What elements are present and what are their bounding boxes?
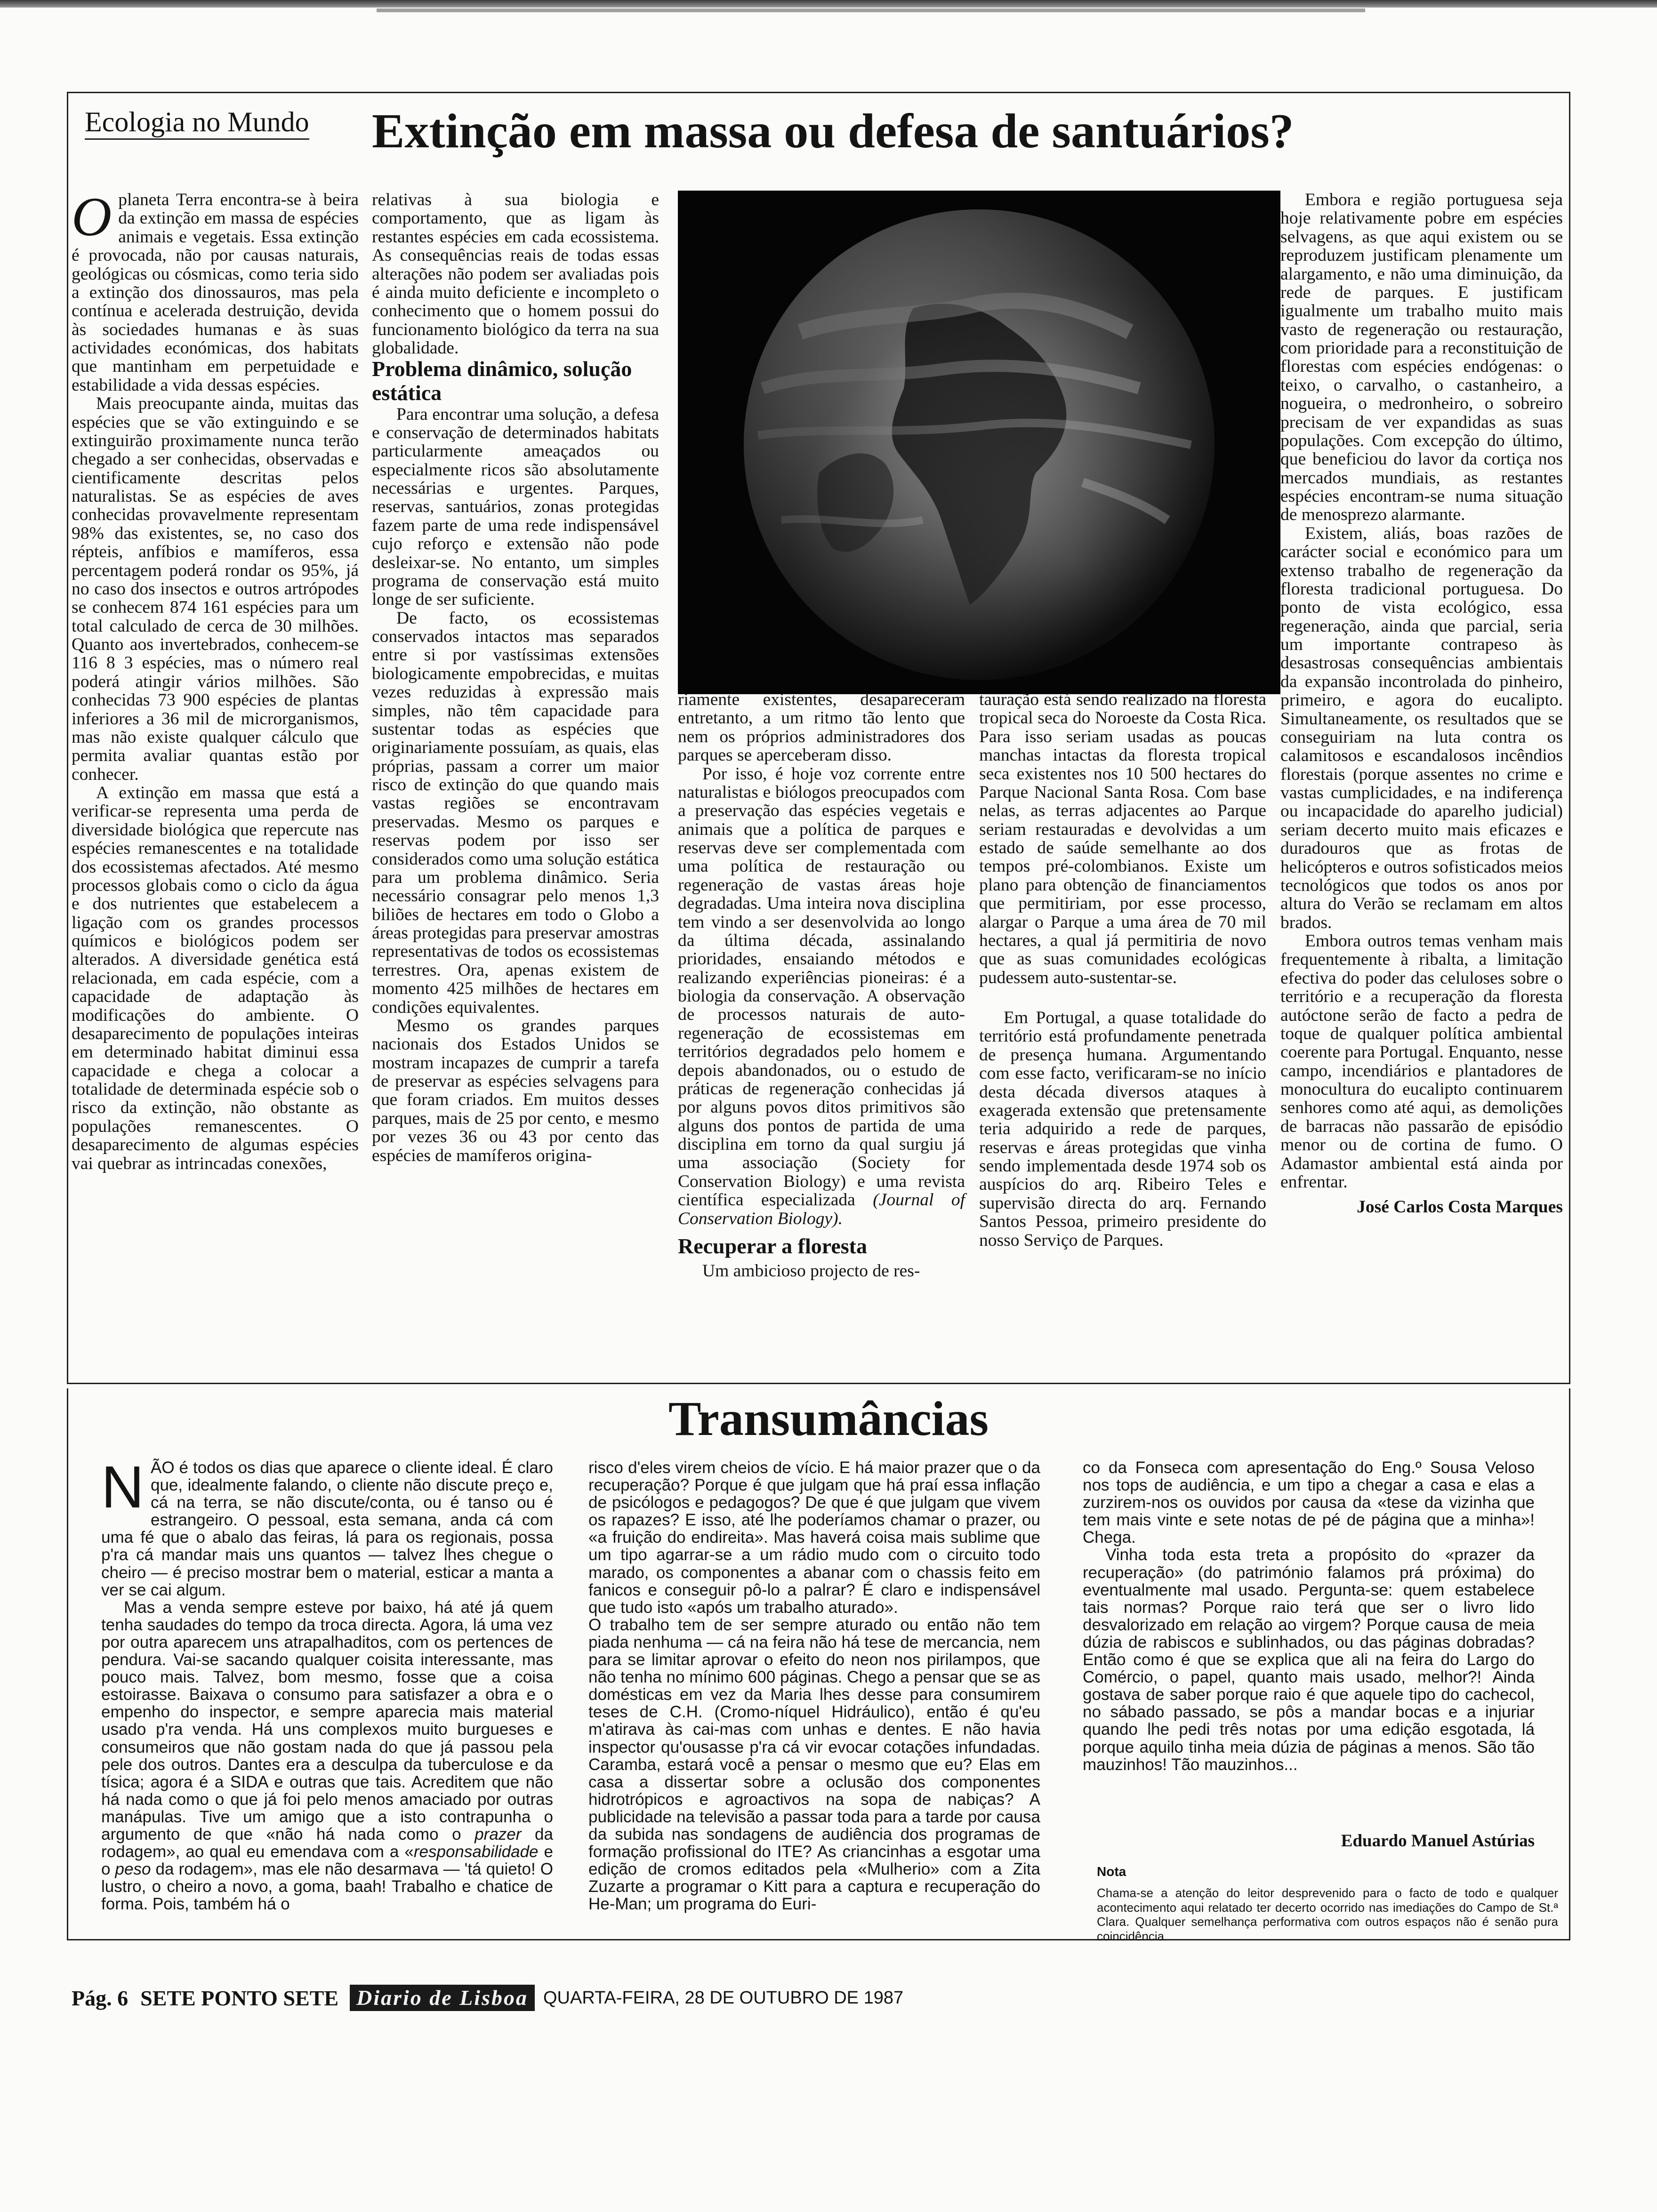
paragraph: co da Fonseca com apresentação do Eng.º Sousa Veloso nos tops de audiência, e um tipo a chegar a casa e elas a zurzirem-nos os ouvidos por causa da «tese da vizinha que tem mais vinte e sete notas de pé de página que a minha»! Chega.: [1083, 1459, 1535, 1547]
paragraph: Existem, aliás, boas razões de carácter social e económico para um extenso trabalho de regeneração da floresta tradicional portuguesa. Do ponto de vista ecológico, essa regeneração, ainda que parcial, seria um importante contrapeso às desastrosas consequências ambientais da expansão incontrolada do pinheiro, primeiro, e agora do eucalipto. Simultaneamente, os resultados que se conseguiriam na luta contra os calamitosos e escandalosos incêndios florestais (porque assentes no crime e vastas cumplicidades, e na indiferença ou incapacidade do aparelho judicial) seriam decerto muito mais eficazes e duradouros que as frotas de helicópteros e outros sofisticados meios tecnológicos que todos os anos por altura do Verão se reclamam em altos brados.: [1280, 523, 1563, 932]
section-name: SETE PONTO SETE: [140, 1986, 339, 2010]
paragraph: Em Portugal, a quase totalidade do território está profundamente penetrada de presença humana. Argumentando com esse facto, verificaram-se no início desta década diversos ataques à exagerada extensão que pretensamente teria adquirido a rede de parques, reservas e áreas protegidas que vinha sendo implementada desde 1974 sob os auspícios do arq. Ribeiro Teles e supervisão directa do arq. Fernando Santos Pessoa, primeiro presidente do nosso Serviço de Parques.: [979, 1008, 1266, 1250]
paragraph: O trabalho tem de ser sempre aturado ou então não tem piada nenhuma — cá na feira não há tese de mercancia, nem para se limitar aprovar o efeito do neon nos pirilampos, que não tenha no mínimo 600 páginas. Chego a pensar que se as domésticas em vez da Maria lhes desse para consumirem teses de C.H. (Cromo-níquel Hidráulico), então é qu'eu m'atirava às cai-mas com unhas e dentes. E não havia inspector qu'ousasse p'ra cá vir evocar cotações infundadas. Caramba, estará você a pensar o mesmo que eu? Elas em casa a dissertar sobre a oclusão dos componentes hidrotrópicos e agroactivos na sopa de nabiças? A publicidade na televisão a passar toda para a tarde por causa da subida nas sondagens de audiência dos programas de formação profissional do ITE? As criancinhas a esgotar uma edição de cromos editados pela «Mulherio» com a Zita Zuzarte a programar o Kitt para a captura e recuperação do He-Man; um programa do Euri-: [588, 1615, 1040, 1914]
section-kicker: Ecologia no Mundo: [85, 106, 309, 140]
article2-author: Eduardo Manuel Astúrias: [1341, 1831, 1535, 1851]
article1-column-4: [979, 690, 1266, 1250]
paragraph-text: Mas a venda sempre esteve por baixo, há até já quem tenha saudades do tempo da troca directa. Agora, lá uma vez por outra aparecem uns atrapalhaditos, com os pertences de pendura. Vai-se sacando qualquer coisita interessante, mas pouco mais. Talvez, bom mesmo, fosse que a coisa estoirasse. Baixava o consumo para satisfazer a obra e o empenho do inspector, e sempre aparecia mais material usado p'ra venda. Há uns complexos muito burgueses e consumeiros que não gostam nada do que já passou pela pele dos outros. Dantes era a desculpa da tuberculose e da tísica; agora é a SIDA e outras que tais. Acreditem que não há nada como o que já foi pelo menos amaciado por outras manápulas. Tive um amigo que a isto contrapunha o argumento de que «não há nada como o: [101, 1598, 553, 1843]
journal-title: (Journal of Conservation Biology).: [678, 1190, 965, 1228]
italic-word: responsabilidade: [413, 1843, 539, 1861]
article2-column-3: [1083, 1459, 1535, 1773]
subheading: Problema dinâmico, solução estática: [372, 357, 632, 405]
paragraph: risco d'eles virem cheios de vício. E há maior prazer que o da recuperação? Porque é que julgam que há praí essa inflação de psicólogos e pedagogos? De que é que julgam que vivem os rapazes? E isso, até lhe poderíamos chamar o prazer, ou «a fruição do endireita». Mas haverá coisa mais sublime que um tipo agarrar-se a um rádio mudo com o circuito todo marado, os componentes a abanar com o chassis feito em fanicos e conseguir pô-lo a palrar? É claro e indispensável que tudo isto «após um trabalho aturado».: [588, 1459, 1040, 1617]
article2-column-1: [101, 1454, 553, 1914]
paragraph: A extinção em massa que está a verificar-se representa uma perda de diversidade biológica que repercute nas espécies remanescentes e na totalidade dos ecossistemas afectados. Até mesmo processos globais como o ciclo da água e dos nutrientes que estabelecem a ligação com os grandes processos químicos e biológicos podem ser alterados. A diversidade genética está relacionada, em cada espécie, com a capacidade de adaptação às modificações do ambiente. O desaparecimento de populações inteiras em determinado habitat diminui essa capacidade e chega a colocar a totalidade de determinada espécie sob o risco da extinção, não obstante as populações remanescentes. O desaparecimento de algumas espécies vai quebrar as intrincadas conexões,: [72, 783, 359, 1173]
article1-column-1: [72, 186, 359, 1173]
note-label: Nota: [1097, 1864, 1126, 1879]
note-text: Chama-se a atenção do leitor desprevenido para o facto de todo e qualquer acontecimento aqui relatado ter decerto ocorrido nas imediações do Campo de St.ª Clara. Qualquer semelhança performativa com outros espaços não é senão pura coincidência.: [1097, 1886, 1558, 1944]
paragraph: relativas à sua biologia e comportamento, que as ligam às restantes espécies em cada ecossistema. As consequências reais de todas essas alterações não podem ser avaliadas pois é ainda muito deficiente e incompleto o conhecimento que o homem possui do funcionamento biológico da terra na sua globalidade.: [372, 190, 659, 358]
subheading: Recuperar a floresta: [678, 1234, 867, 1258]
drop-cap: N: [101, 1454, 144, 1520]
paragraph: [101, 1454, 553, 1599]
italic-word: prazer: [475, 1825, 522, 1843]
paragraph: Vinha toda esta treta a propósito do «prazer da recuperação» (do património falamos prá próxima) do eventualmente mal usado. Pergunta-se: quem estabelece tais normas? Porque raio terá que ser o livro lido desvalorizado em relação ao virgem? Porque causa de meia dúzia de rabiscos e sublinhados, ou das páginas dobradas? Então como é que se explica que ali na feira do Largo do Comércio, o papel, quanto mais usado, melhor?! Ainda gostava de saber porque raio é que aquele tipo do cachecol, no sábado passado, se pôs a mandar bocas e a injuriar quando lhe pedi três notas por uma edição esgotada, lá porque aquilo tinha meia dúzia de páginas a menos. São tão mauzinhos! Tão mauzinhos...: [1083, 1546, 1535, 1774]
italic-word: peso: [115, 1860, 151, 1879]
earth-globe-image: [678, 191, 1280, 694]
paragraph: Mesmo os grandes parques nacionais dos Estados Unidos se mostram incapazes de cumprir a tarefa de preservar as espécies selvagens para que foram criados. Em muitos desses parques, mais de 25 por cento, e mesmo por vezes 36 ou 43 por cento das espécies de mamíferos origina-: [372, 1016, 659, 1165]
paragraph-text: e o: [101, 1843, 553, 1879]
article-author: José Carlos Costa Marques: [1357, 1197, 1563, 1217]
paragraph: riamente existentes, desapareceram entretanto, a um ritmo tão lento que nem os próprios administradores dos parques se aperceberam disso.: [678, 690, 965, 765]
page-number: Pág. 6: [72, 1986, 129, 2010]
paragraph: [72, 186, 359, 395]
paragraph: tauração está sendo realizado na floresta tropical seca do Noroeste da Costa Rica. Para isso seriam usadas as poucas manchas intactas da floresta tropical seca existentes nos 10 500 hectares do Parque Nacional Santa Rosa. Com base nelas, as terras adjacentes ao Parque seriam restauradas e devolvidas a um estado de saúde semelhante ao dos tempos pré-colombianos. Existe um plano para obtenção de financiamentos que permitiriam, por esse processo, alargar o Parque a uma área de 70 mil hectares, a qual já permitiria de novo que as suas comunidades ecológicas pudessem auto-sustentar-se.: [979, 690, 1266, 987]
paragraph-text: planeta Terra encontra-se à beira da extinção em massa de espécies animais e vegetais. Essa extinção é provocada, não por causas naturais, geológicas ou cósmicas, como teria sido a extinção dos dinossauros, mas pela contínua e acelerada destruição, devida às sociedades humanas e às suas actividades económicas, dos habitats que mantinham em perpetuidade e estabilidade a vida dessas espécies.: [72, 190, 359, 395]
paragraph: Mais preocupante ainda, muitas das espécies que se vão extinguindo e se extinguirão proximamente nunca terão chegado a ser conhecidas, observadas e cientificamente descritas pelos naturalistas. Se as espécies de aves conhecidas provavelmente representam 98% das existentes, se, no caso dos répteis, anfíbios e mamíferos, essa percentagem poderá rondar os 95%, já no caso dos insectos e outros artrópodes se conhecem 874 161 espécies para um total calculado de cerca de 30 milhões. Quanto aos invertebrados, conhecem-se 116 8 3 espécies, mas o número real poderá atingir vários milhões. São conhecidas 73 900 espécies de plantas inferiores a 36 mil de microrganismos, mas não existe qualquer cálculo que permita avaliar quantas estão por conhecer.: [72, 394, 359, 784]
paragraph: Para encontrar uma solução, a defesa e conservação de determinados habitats particularmente ameaçados ou especialmente ricos são absolutamente necessárias e urgentes. Parques, reservas, santuários, zonas protegidas fazem parte de uma rede indispensável cujo reforço e extensão não pode desleixar-se. No entanto, um simples programa de conservação está muito longe de ser suficiente.: [372, 404, 659, 609]
drop-cap: O: [72, 186, 112, 248]
article-headline: Extinção em massa ou defesa de santuários?: [372, 104, 1294, 158]
paragraph-text: ÃO é todos os dias que aparece o cliente ideal. É claro que, idealmente falando, o cliente não discute preço e, cá na terra, se não discute/conta, ou é tanso ou é estrangeiro. O pessoal, esta semana, anda cá com uma fé que o abalo das feiras, lá para os regionais, possa p'ra cá mandar mais uns quantos — talvez lhes chegue o cheiro — é preciso mostrar bem o material, esticar a manta a ver se cai algum.: [101, 1459, 553, 1599]
scan-edge-mark: [377, 8, 1365, 12]
article1-column-2: [372, 191, 659, 1165]
paragraph: Embora outros temas venham mais frequentemente à ribalta, a limitação efectiva do poder das celuloses sobre o território e a recuperação da floresta autóctone serão de facto a pedra de toque de qualquer política ambiental coerente para Portugal. Enquanto, nesse campo, incendiários e plantadores de monocultura do eucalipto continuarem senhores como até aqui, as demolições de barracas não passarão de episódio menor ou de cortina de fumo. O Adamastor ambiental está ainda por enfrentar.: [1280, 931, 1563, 1192]
page-footer: [72, 1984, 903, 2012]
earth-photo: [678, 191, 1280, 694]
paragraph: De facto, os ecossistemas conservados intactos mas separados entre si por vastíssimas extensões biologicamente empobrecidas, e muitas vezes reduzidas à expressão mais simples, não têm capacidade para sustentar todas as espécies que originariamente possuíam, as quais, elas próprias, passam a correr um maior risco de extinção do que quando mais vastas regiões se encontravam preservadas. Mesmo os parques e reservas podem por isso ser considerados como uma solução estática para um problema dinâmico. Seria necessário consagrar pelo menos 1,3 biliões de hectares em todo o Globo a áreas protegidas para preservar amostras representativas de todos os ecossistemas terrestres. Ora, apenas existem de momento 425 milhões de hectares em condições equivalentes.: [372, 608, 659, 1017]
paragraph-text: da rodagem», mas ele não desarmava — 'tá quieto! O lustro, o cheiro a novo, a goma, baah! Trabalho e chatice de forma. Pois, também há o: [101, 1860, 553, 1914]
article1-column-5: [1280, 191, 1563, 1217]
article2-headline: Transumâncias: [668, 1392, 989, 1446]
scan-edge: [0, 0, 1657, 8]
footnote-box: [1097, 1864, 1558, 1944]
paragraph: Um ambicioso projecto de res-: [702, 1261, 920, 1281]
article2-column-2: [588, 1459, 1040, 1913]
paragraph: [678, 765, 965, 1228]
paragraph-text: da rodagem», ao qual eu emendava com a «: [101, 1825, 553, 1861]
paragraph-text: Por isso, é hoje voz corrente entre naturalistas e biólogos preocupados com a preservação das espécies vegetais e animais que a política de parques e reservas deve ser complementada com uma política de restauração ou regeneração de vastas áreas hoje degradadas. Uma inteira nova disciplina tem vindo a ser desenvolvida ao longo da última década, assinalando prioridades, ensaiando métodos e realizando experiências pioneiras: é a biologia da conservação. A observação de processos naturais de auto-regeneração de ecossistemas em territórios degradados pelo homem e depois abandonados, ou o estudo de práticas de regeneração conhecidas já por alguns povos ditos primitivos são alguns dos pontos de partida de uma disciplina em torno da qual surgiu já uma associação (Society for Conservation Biology) e uma revista científica especializada: [678, 764, 965, 1210]
issue-date: QUARTA-FEIRA, 28 DE OUTUBRO DE 1987: [543, 1988, 904, 2008]
article1-column-3: [678, 690, 965, 1281]
newspaper-logo: Diario de Lisboa: [350, 1985, 535, 2011]
paragraph: Embora e região portuguesa seja hoje relativamente pobre em espécies selvagens, as que aqui existem ou se reproduzem justificam plenamente um alargamento, e não uma diminuição, da rede de parques. E justificam igualmente um trabalho muito mais vasto de regeneração ou restauração, com prioridade para a reconstituição de florestas com espécies endógenas: o teixo, o carvalho, o castanheiro, a nogueira, o medronheiro, o sobreiro precisam de ver expandidas as suas populações. Com excepção do último, que beneficiou do lavor da cortiça nos mercados mundiais, as restantes espécies encontram-se numa situação de menosprezo alarmante.: [1280, 190, 1563, 525]
paragraph: [101, 1599, 553, 1913]
